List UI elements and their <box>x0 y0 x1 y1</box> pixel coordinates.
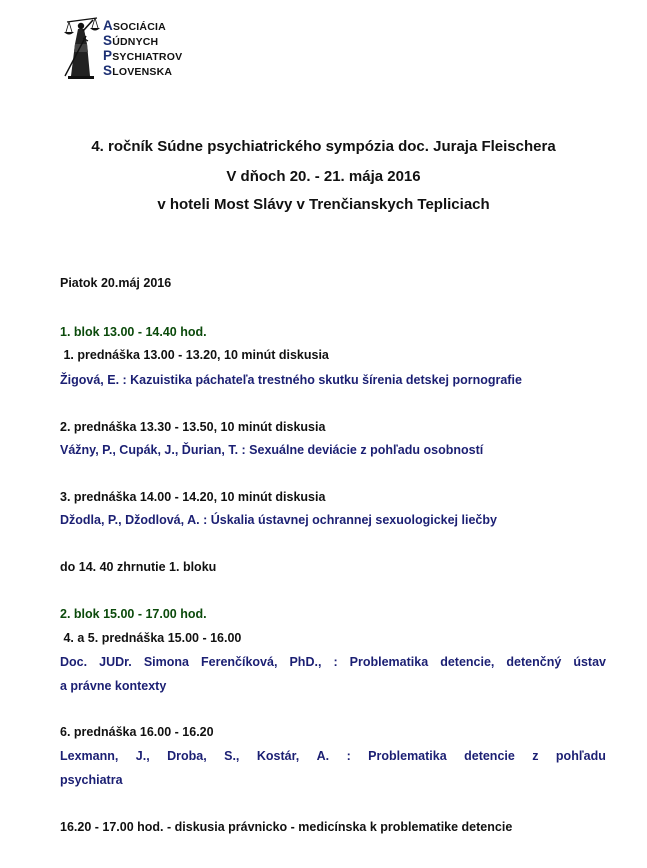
logo-wordmark <box>103 19 182 79</box>
block-1-summary: do 14. 40 zhrnutie 1. bloku <box>60 560 217 574</box>
talk-2-title: Vážny, P., Cupák, J., Ďurian, T. : Sexuálne deviácie z pohľadu osobností <box>60 443 484 457</box>
talk-3-title: Džodla, P., Džodlová, A. : Úskalia ústavnej ochrannej sexuologickej liečby <box>60 513 497 527</box>
logo-line <box>103 19 182 34</box>
symposium-title: 4. ročník Súdne psychiatrického sympózia doc. Juraja Fleischera <box>91 138 556 155</box>
talk-6-title: Lexmann, J., Droba, S., Kostár, A. : Problematika detencie z pohľadu <box>60 749 606 763</box>
logo-word-rest: SOCIÁCIA <box>112 21 166 33</box>
talk-3-time: 3. prednáška 14.00 - 14.20, 10 minút diskusia <box>60 490 326 504</box>
block-2-discussion: 16.20 - 17.00 hod. - diskusia právnicko - medicínska k problematike detencie <box>60 820 513 834</box>
block-2-heading: 2. blok 15.00 - 17.00 hod. <box>60 607 207 621</box>
symposium-venue: v hoteli Most Slávy v Trenčianskych Tepliciach <box>157 196 490 213</box>
talk-1-time: 1. prednáška 13.00 - 13.20, 10 minút diskusia <box>60 348 329 362</box>
logo-initial: A <box>103 18 113 33</box>
logo-line <box>103 34 182 49</box>
talk-1-title: Žigová, E. : Kazuistika páchateľa trestného skutku šírenia detskej pornografie <box>60 373 522 387</box>
talk-4-5-title: Doc. JUDr. Simona Ferenčíková, PhD., : Problematika detencie, detenčný ústav <box>60 655 606 669</box>
symposium-dates: V dňoch 20. - 21. mája 2016 <box>226 168 421 185</box>
logo-word-rest: ÚDNYCH <box>112 36 159 48</box>
day-heading: Piatok 20.máj 2016 <box>60 276 172 290</box>
block-1-heading: 1. blok 13.00 - 14.40 hod. <box>60 325 207 339</box>
logo-word-rest: LOVENSKA <box>112 66 173 78</box>
talk-6-title-continued: psychiatra <box>60 773 123 787</box>
justitia-figure-icon <box>57 14 103 80</box>
association-logo <box>57 14 217 82</box>
talk-4-5-time: 4. a 5. prednáška 15.00 - 16.00 <box>60 631 242 645</box>
logo-initial: P <box>103 48 113 63</box>
logo-word-rest: SYCHIATROV <box>112 51 183 63</box>
logo-line <box>103 49 182 64</box>
talk-6-time: 6. prednáška 16.00 - 16.20 <box>60 725 214 739</box>
talk-4-5-title-continued: a právne kontexty <box>60 679 167 693</box>
logo-line <box>103 64 182 79</box>
talk-2-time: 2. prednáška 13.30 - 13.50, 10 minút diskusia <box>60 420 326 434</box>
logo-initial: S <box>103 63 113 78</box>
logo-initial: S <box>103 33 113 48</box>
